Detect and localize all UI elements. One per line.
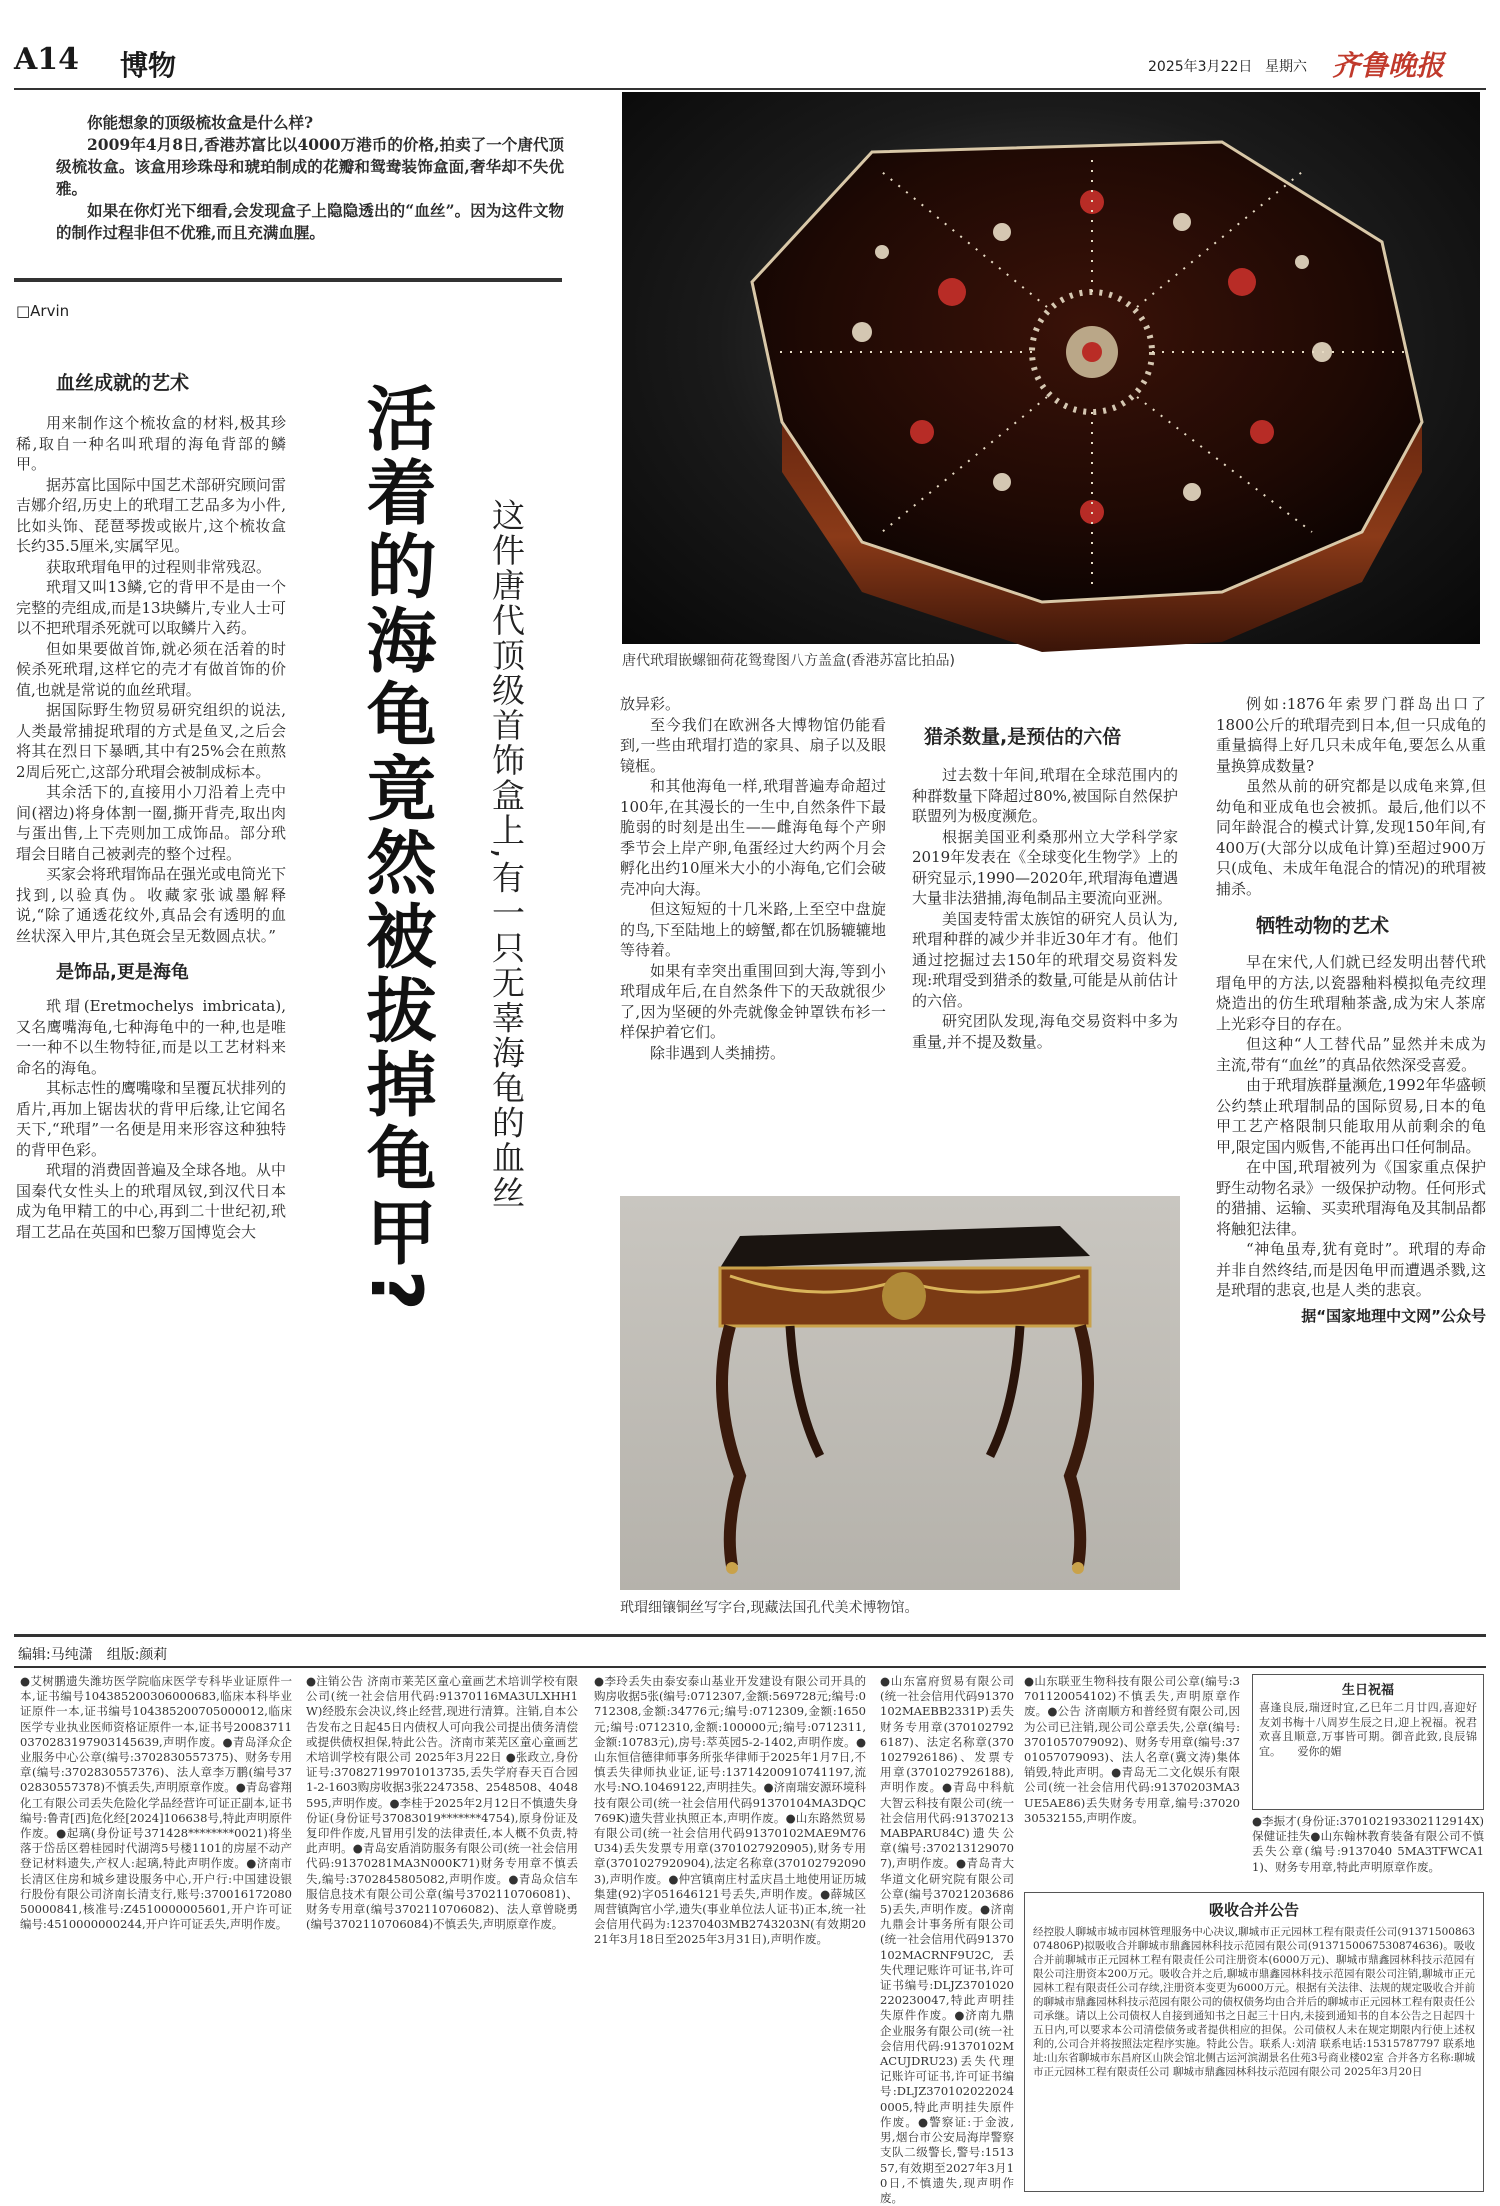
source-credit: 据“国家地理中文网”公众号 (1301, 1306, 1486, 1325)
paragraph: 但这种“人工替代品”显然并未成为主流,带有“血丝”的真品依然深受喜爱。 (1216, 1035, 1486, 1074)
header-rule (14, 88, 1486, 90)
paragraph: 但这短短的十几米路,上至空中盘旋的鸟,下至陆地上的螃蟹,都在饥肠辘辘地等待着。 (620, 900, 886, 959)
editor-credits: 编辑:马纯潇 组版:颜莉 (18, 1647, 168, 1663)
column-3 (620, 694, 886, 1063)
paragraph: 美国麦特雷太族馆的研究人员认为,玳瑁种群的减少并非近30年才有。他们通过挖掘过去150年的玳瑁交易资料发现:玳瑁受到猎杀的数量,可能是从前估计的六倍。 (912, 909, 1178, 1010)
paragraph: 玳瑁的消费固普遍及全球各地。从中国秦代女性头上的玳瑁凤钗,到汉代日本成为龟甲精工的中心,再到二十世纪初,玳瑁工艺品在英国和巴黎万国博览会大 (16, 1161, 287, 1241)
page-number: A14 (14, 42, 80, 77)
birthday-message: 喜逢良辰,瑞迓时宜,乙巳年二月廿四,喜迎好友刘书梅十八周岁生辰之日,迎上祝福。祝君欢喜且顺意,万事皆可期。御音此致,良辰锦宜。 爱你的媚 (1259, 1701, 1477, 1758)
ad-column-4: ●山东富府贸易有限公司(统一社会信用代码91370102MAEBB2331P)丢失财务专用章(3701027926187)、法定名称章(3701027926186)、发票专用章(3701027926188),声明作废。●青岛中科航大智云科技有限公司(统一社会信用代码:91370213MABPARU84C)遗失公章(编号:3702131290707),声明作废。●青岛青大华道文化研究院有限公司公章(编号370212036865)丢失,声明作废。●济南九鼎会计事务所有限公司(统一社会信用代码91370102MACRNF9U2C,丢失代理记账许可证书,许可证书编号:DLJZ3701020220230047,特此声明挂失原件作废。●济南九鼎企业服务有限公司(统一社会信用代码:91370102MACUJDRU23)丢失代理记账许可证书,许可证书编号:DLJZ3701020220240005,特此声明挂失原件作废。●警察证:于金波,男,烟台市公安局海岸警察支队二级警长,警号:151357,有效期至2027年3月10日,不慎遗失,现声明作废。 (880, 1674, 1014, 2205)
paragraph: 用来制作这个梳妆盒的材料,极其珍稀,取自一种名叫玳瑁的海龟背部的鳞甲。 (16, 414, 286, 473)
column-1 (16, 368, 286, 1242)
paragraph: 玳瑁(Eretmochelys imbricata),又名鹰嘴海龟,七种海龟中的一种,也是唯一一种不以生物特征,而是以工艺材料来命名的海龟。 (16, 997, 286, 1077)
ad-column-3: ●李玲丢失由泰安泰山基业开发建设有限公司开具的购房收据5张(编号:0712307,金额:569728元;编号:0712308,金额:34776元;编号:0712309,金额:1650元;编号:0712310,金额:100000元;编号:0712311,金额:10783元),房号:萃英园5-2-1402,声明作废。●山东恒信德律师事务所张华律师于2025年1月7日,不慎丢失律师执业证,证号:13714200910741197,流水号:NO.10469122,声明挂失。●济南瑞安源环境科技有限公司(统一社会信用代码91370104MA3DQC769K)遗失营业执照正本,声明作废。●山东路然贸易有限公司(统一社会信用代码91370102MAE9M76U34)丢失发票专用章(3701027920905),财务专用章(3701027920904),法定名称章(3701027920903),声明作废。●仲宫镇南庄村孟庆昌土地使用证历城集建(92)字051646121号丢失,声明作废。●薛城区周营镇陶官小学,遗失(事业单位法人证书)正本,统一社会信用代码为:12370403MB2743203N(有效期2021年3月18日至2025年3月31日),声明作废。 (594, 1674, 866, 1947)
column-4 (912, 722, 1178, 1052)
lead-block (56, 112, 564, 244)
lead-paragraph: 如果在你灯光下细看,会发现盒子上隐隐透出的“血丝”。因为这件文物的制作过程非但不优雅,而且充满血腥。 (56, 201, 564, 242)
ad-column-5a: ●山东联亚生物科技有限公司公章(编号:3701120054102)不慎丢失,声明原章作废。●公告 济南顺方和普经贸有限公司,因为公司已注销,现公司公章丢失,公章(编号:3701057079092)、财务专用章(编号:3701057079093)、法人名章(冀文涛)集体销毁,特此声明。●青岛无二文化娱乐有限公司(统一社会信用代码:91370203MA3UE5AE86)丢失财务专用章,编号:3702030532155,声明作废。 (1024, 1674, 1240, 1825)
weekday: 星期六 (1265, 59, 1307, 75)
paragraph: 例如:1876年索罗门群岛出口了1800公斤的玳瑁壳到日本,但一只成龟的重量搞得上好几只未成年龟,要怎么从重量换算成数量? (1216, 695, 1486, 775)
paragraph: 放异彩。 (620, 695, 681, 713)
column-5 (1216, 694, 1486, 1326)
paragraph: 至今我们在欧洲各大博物馆仍能看到,一些由玳瑁打造的家具、扇子以及眼镜框。 (620, 715, 886, 775)
lead-paragraph: 2009年4月8日,香港苏富比以4000万港币的价格,拍卖了一个唐代顶级梳妆盒。该盒用珍珠母和琥珀制成的花瓣和鸳鸯装饰盒面,奢华却不失优雅。 (56, 135, 564, 198)
lead-rule (14, 278, 562, 282)
editorial-rule (14, 1634, 1486, 1637)
paragraph: 如果有幸突出重围回到大海,等到小玳瑁成年后,在自然条件下的天敌就很少了,因为坚硬的外壳就像金钟罩铁布衫一样保护着它们。 (620, 961, 886, 1041)
section-heading: 是饰品,更是海龟 (56, 962, 189, 983)
paragraph: 过去数十年间,玳瑁在全球范围内的种群数量下降超过80%,被国际自然保护联盟列为极度濒危。 (912, 766, 1178, 825)
merger-title: 吸收合并公告 (1208, 1901, 1299, 1919)
photo-caption: 唐代玳瑁嵌螺钿荷花鸳鸯图八方盖盒(香港苏富比拍品) (622, 653, 955, 669)
ads-rule (14, 1666, 1486, 1668)
article-subtitle: 这件唐代顶级首饰盒上,有一只无辜海龟的血丝 (487, 498, 526, 1211)
paragraph: 但如果要做首饰,就必须在活着的时候杀死玳瑁,这样它的壳才有做首饰的价值,也就是常说的血丝玳瑁。 (16, 639, 286, 699)
paragraph: “神龟虽寿,犹有竟时”。玳瑁的寿命并非自然终结,而是因龟甲而遭遇杀戮,这是玳瑁的悲哀,也是人类的悲哀。 (1216, 1240, 1486, 1299)
paragraph: 除非遇到人类捕捞。 (650, 1043, 786, 1062)
paragraph: 早在宋代,人们就已经发明出替代玳瑁龟甲的方法,以瓷器釉料模拟龟壳纹理烧造出的仿生玳瑁釉茶盏,成为宋人茶席上光彩夺目的存在。 (1216, 953, 1486, 1033)
section-name: 博物 (120, 49, 177, 82)
paragraph: 据国际野生物贸易研究组织的说法,人类最常捕捉玳瑁的方式是鱼叉,之后会将其在烈日下暴晒,其中有25%会在煎熬2周后死亡,这部分玳瑁会被制成标本。 (16, 701, 286, 781)
newspaper-logo: 齐鲁晚报 (1332, 49, 1445, 82)
paragraph: 买家会将玳瑁饰品在强光或电筒光下找到,以验真伪。收藏家张诚墨解释说,“除了通透花纹外,真品会有透明的血丝状深入甲片,其色斑会呈无数圆点状。” (16, 865, 287, 945)
lead-question: 你能想象的顶级梳妆盒是什么样? (87, 113, 314, 132)
birthday-box (1252, 1674, 1484, 1810)
paragraph: 研究团队发现,海龟交易资料中多为重量,并不提及数量。 (912, 1012, 1178, 1051)
ad-column-5b: ●李振才(身份证:370102193302112914X)保健证挂失●山东翰林教育装备有限公司不慎丢失公章(编号:9137040 5MA3TFWCA11)、财务专用章,特此声明原章作废。 (1252, 1814, 1484, 1874)
ad-column-2: ●注销公告 济南市莱芜区童心童画艺术培训学校有限公司(统一社会信用代码:91370116MA3ULXHH1W)经股东会决议,终止经营,现进行清算。注销,自本公告发布之日起45日内债权人可向我公司提出债务清偿或提供债权担保,特此公告。济南市莱芜区童心童画艺术培训学校有限公司 2025年3月22日 ●张政立,身份证号:370827199701013735,丢失学府春天百合园1-2-1603购房收据3张2247358、2548508、4048595,声明作废。●李桂于2025年2月12日不慎遗失身份证(身份证号37083019*******4754),原身份证及复印件作废,凡冒用引发的法律责任,本人概不负责,特此声明。●青岛安盾消防服务有限公司(统一社会信用代码:91370281MA3N000K71)财务专用章不慎丢失,编号:3702845805082,声明作废。●青岛众信车服信息技术有限公司公章(编号3702110706081)、财务专用章(编号3702110706082)、法人章曾晓勇(编号3702110706084)不慎丢失,声明原章作废。 (306, 1674, 578, 1932)
birthday-title: 生日祝福 (1341, 1683, 1394, 1698)
paragraph: 获取玳瑁龟甲的过程则非常残忍。 (46, 557, 272, 576)
section-heading: 血丝成就的艺术 (56, 372, 190, 394)
photo-writing-desk (620, 1196, 1180, 1590)
paragraph: 由于玳瑁族群量濒危,1992年华盛顿公约禁止玳瑁制品的国际贸易,日本的龟甲工艺产格限制只能取用从前剩余的龟甲,限定国内贩售,不能再出口任何制品。 (1216, 1076, 1486, 1156)
merger-notice (1024, 1892, 1484, 2192)
issue-date: 2025年3月22日 (1148, 59, 1253, 75)
merger-text: 经控股人聊城市城市园林管理服务中心决议,聊城市正元园林工程有限责任公司(91371500863074806P)拟吸收合并聊城市鼎鑫园林科技示范园有限公司(9137150067530874636)。吸收合并前聊城市正元园林工程有限责任公司注册资本(6000万元)、聊城市鼎鑫园林科技示范园有限公司注册资本200万元。吸收合并之后,聊城市鼎鑫园林科技示范园有限公司注销,聊城市正元园林工程有限责任公司存续,注册资本变更为6000万元。根据有关法律、法规的规定吸收合并前的聊城市鼎鑫园林科技示范园有限公司的债权债务均由合并后的聊城市正元园林工程有限责任公司承继。请以上公司债权人自接到通知书之日起三十日内,未接到通知书的自本公告之日起四十五日内,可以要求本公司清偿债务或者提供相应的担保。公司债权人未在规定期限内行使上述权利的,公司合并将按照法定程序实施。特此公告。联系人:刘清 联系电话:15315787797 联系地址:山东省聊城市东昌府区山陕会馆北侧古运河滨湖景名仕苑3号商业楼02室 合并各方名称:聊城市正元园林工程有限责任公司 聊城市鼎鑫园林科技示范园有限公司 2025年3月20日 (1033, 1926, 1475, 2078)
paragraph: 据苏富比国际中国艺术部研究顾问雷吉娜介绍,历史上的玳瑁工艺品多为小件,比如头饰、琵琶琴拨或嵌片,这个梳妆盒长约35.5厘米,实属罕见。 (16, 475, 287, 555)
article-title: 活着的海龟竟然被拔掉龟甲? (355, 382, 437, 1315)
paragraph: 和其他海龟一样,玳瑁普遍寿命超过100年,在其漫长的一生中,自然条件下最脆弱的时刻是出生——雌海龟每个产卵季节会上岸产卵,龟蛋经过大约两个月会孵化出约10厘米大小的小海龟,它们会破壳冲向大海。 (620, 777, 886, 898)
paragraph: 在中国,玳瑁被列为《国家重点保护野生动物名录》一级保护动物。任何形式的猎捕、运输、买卖玳瑁海龟及其制品都将触犯法律。 (1216, 1158, 1487, 1238)
paragraph: 玳瑁又叫13鳞,它的背甲不是由一个完整的壳组成,而是13块鳞片,专业人士可以不把玳瑁杀死就可以取鳞片入药。 (16, 578, 286, 637)
photo-octagonal-box (622, 92, 1480, 644)
section-heading: 牺牲动物的艺术 (1256, 915, 1390, 937)
paragraph: 其标志性的鹰嘴喙和呈覆瓦状排列的盾片,再加上锯齿状的背甲后缘,让它闻名天下,“玳瑁”一名便是用来形容这种独特的背甲色彩。 (16, 1079, 287, 1159)
writing-desk-illustration (620, 1196, 1180, 1590)
paragraph: 虽然从前的研究都是以成龟来算,但幼龟和亚成龟也会被抓。最后,他们以不同年龄混合的模式计算,发现150年间,有400万(大部分以成龟计算)至超过900万只(成龟、未成年龟混合的情况)的玳瑁被捕杀。 (1216, 777, 1486, 898)
ad-column-1: ●艾树鹏遗失潍坊医学院临床医学专科毕业证原件一本,证书编号104385200306000683,临床本科毕业证原件一本,证书编号104385200705000012,临床医学专业执业医师资格证原件一本,证书号200837110370283197903145639,声明作废。●青岛泽众企业服务中心公章(编号:3702830557375)、财务专用章(编号:3702830557376)、法人章李万鹏(编号3702830557378)不慎丢失,声明原章作废。●青岛睿翔化工有限公司丢失危险化学品经营许可证正副本,证书编号:鲁青[西]危化经[2024]106638号,特此声明原件作废。●起璃(身份证号371428********0021)将坐落于岱岳区碧桂园时代湖湾5号楼1101的房屋不动产登记材料遗失,产权人:起璃,特此声明作废。●济南市长清区住房和城乡建设服务中心,开户行:中国建设银行股份有限公司济南长清支行,账号:37001617208050000841,核准号:Z4510000005601,开户许可证编号:4510000000244,开户许可证丢失,声明作废。 (20, 1674, 292, 1932)
octagonal-box-illustration (622, 92, 1480, 644)
author-byline: □Arvin (16, 302, 70, 320)
section-heading: 猎杀数量,是预估的六倍 (924, 726, 1122, 748)
paragraph: 其余活下的,直接用小刀沿着上壳中间(褶边)将身体割一圈,撕开背壳,取出肉与蛋出售,上下壳则加工成饰品。部分玳瑁会目睹自己被剥壳的整个过程。 (16, 783, 286, 863)
photo-caption: 玳瑁细镶铜丝写字台,现藏法国孔代美术博物馆。 (620, 1600, 919, 1616)
paragraph: 根据美国亚利桑那州立大学科学家2019年发表在《全球变化生物学》上的研究显示,1990—2020年,玳瑁海龟遭遇大量非法猎捕,海龟制品主要流向亚洲。 (912, 827, 1178, 907)
